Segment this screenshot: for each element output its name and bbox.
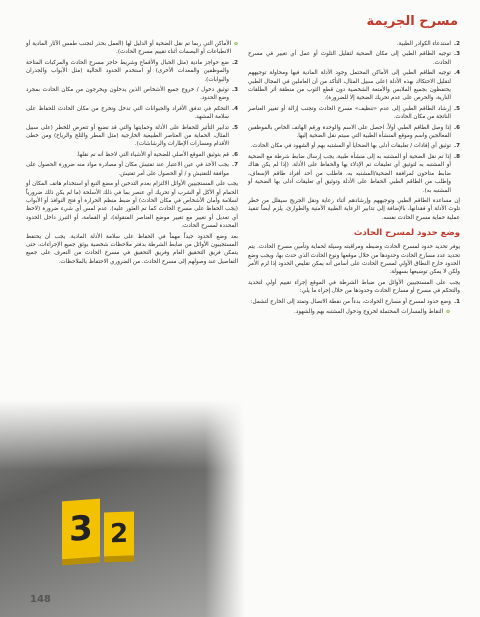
right-column [248, 40, 460, 318]
paragraph: يوفر تحديد حدود لمسرح الحادث وضبطه ومراقبته وسيلة لحماية وتأمين مسرح الحادث. يتم تحديد عدد مسارح الحادث وحدودها من خلال موقعها ونوع الحادث الذي حدث بها، ويجب وضع الحدود خارج النطاق الأولي لمسرح الحادث على أساس أنه يمكن تقليص الحدود إذا لزم الأمر ولكن لا يمكن توسيعها بسهولة. [248, 244, 460, 276]
section-heading: وضع حدود لمسرح الحادث [353, 228, 460, 239]
evidence-marker: 2 [104, 511, 134, 556]
left-column [26, 40, 238, 268]
crime-scene-photo [0, 400, 245, 617]
list-item: 3. توثيق دخول / خروج جميع الأشخاص الذين يدخلون ويخرجون من مكان الحادث بمجرد وضع الحدود. [26, 87, 238, 102]
list-item: 6. إذا وصل الطاقم الطبي أولاً، احصل على الاسم والوحدة ورقم الهاتف الخاص بالموظفين المعالجين واسم وموقع المنشأة الطبية التي سيتم نقل الضحية إليها. [248, 124, 460, 140]
paragraph: يجب على المستجيبين الأوائل من ضباط الشرطة في الموقع إجراء تقييم أولي لتحديد والتحكم في مسرح أو مسارح الحادث وحدودها من خلال إجراء ما يلي: [248, 279, 460, 295]
list-item: 4. التحكم في تدفق الأفراد والحيوانات التي تدخل وتخرج من مكان الحادث للحفاظ على سلامة المشهد. [26, 105, 238, 121]
list-item: 7. توثيق أي إفادات / تعليقات أدلى بها الضحايا أو المشتبه بهم أو الشهود في مكان الحادث. [250, 143, 460, 150]
bullet-icon: o [234, 41, 238, 47]
list-item: 8. إذا تم نقل الضحية أو المشتبه به إلى منشأة طبية، يجب إرسال ضابط شرطة مع الضحية أو المشتبه به لتوثيق أي تعليقات تم الإدلاء بها والحفاظ على الأدلة. (إذا لم يكن هناك ضابط متاحون لمرافقة الضحية/المشتبه به، فاطلب من أحد أفراد طاقم الإسعاف، وإطلب من الطاقم الطبي الحفاظ على الأدلة وتوثيق أي تعليقات أدلى بها الضحية أو المشتبه به). [248, 153, 460, 194]
list-item: o النقاط والمسارات المحتملة لخروج ودخول المشتبه بهم والشهود. [294, 308, 450, 315]
list-item: 5. إرشاد الطاقم الطبي إلى عدم «تنظيف» مسرح الحادث وتجنب إزالة أو تغيير العناصر الناتجة من مكان الحادث. [248, 105, 460, 121]
list-item: 2. ضع حواجز مادية (مثل الحبال والأقماع وشريط حاجز مسرح الحادث والمركبات المتاحة والموظفين والمعدات الأخرى) أو استخدم الحدود الحالية (مثل الأبواب والجدران والبوابات). [26, 59, 238, 83]
list-item: 5. تدابير التأثير للحفاظ على الأدلة وحمايتها والتي قد تضيع أو تتعرض للخطر (على سبيل المثال، الحماية من العناصر الطبيعية الخارجية (مثل المطر والثلج والرياح) ومن خطى الأقدام ومسارات الإطارات والرشاشات). [26, 124, 238, 148]
list-item: 1. وضع حدود لمسرح أو مسارح الحوادث، بدءاً من نقطة الاتصال وتمتد إلى الخارج لتشمل: [250, 298, 460, 305]
paragraph: إن مساعدة الطاقم الطبي وتوجيههم وإرشادهم أثناء رعاية ونقل الجريح سيقلل من خطر تلوث الأدلة أو فقدانها، بالإضافة إلى تدابير الرعاية الطبية الأمنية والطوارئ، يلزم أيضاً تنفيذ عملية حماية مسرح الحادث نفسه. [248, 197, 460, 221]
list-item: 7. يجب الأخذ في عين الاعتبار عند تفتيش مكان أو مصادرة مواد منه ضرورة الحصول على موافقة للتفتيش و / أو الحصول على أمر تفتيش. [26, 162, 238, 177]
list-item: o الأماكن التي ربما تم نقل الضحية أو الدليل لها (العمل بحذر لتجنب طمس الآثار المادية أو الانطباعات أو البصمات أثناء تقييم مسرح الحادث). [26, 41, 238, 56]
page-number: 148 [30, 594, 51, 605]
list-item: 6. قم بتوثيق الموقع الأصلي للضحية أو الأشياء التي لاحظ أنه تم نقلها. [76, 151, 238, 158]
paragraph: بعد وضع الحدود جيداً مهماً في الحفاظ على سلامة الأدلة المادية. يجب أن يحتفظ المستجيبون الأوائل من ضابط الشرطة بدفتر ملاحظات شخصية يوثق جميع الإجراءات، حتى يتمكن فريق التحقيق العام وفريق التحقيق في مسرح الحادث من التعرف على جميع التفاصيل عند وصولهم إلى مسرح الحادث. من الضروري الاحتفاظ بالملاحظات. [26, 233, 238, 265]
list-item: 2. استدعاء الكوادر الطبية. [396, 41, 460, 47]
list-item: 3. توجيه الطاقم الطبي إلى مكان الضحية لتقليل التلوث أو عمل أي تغيير في مسرح الحادث. [248, 51, 460, 66]
evidence-marker: 3 [62, 499, 100, 560]
list-item: 4. توجيه الطاقم الطبي إلى الأماكن المحتمل وجود الأدلة المادية فيها ومحاولة توجيههم لتقليل الاحتكاك بهذه الأدلة (على سبيل المثال، التأكد من أن العاملين في المجال الطبي يحتفظون بجميع الملابس والأمتعة الشخصية دون قطع الثوب من منطقة أثر الطلقات النارية، والحرص على عدم تحريك الضحية إلا للضرورة). [248, 70, 460, 102]
page-title: مسرح الجريمة [366, 14, 458, 29]
numbered-list [248, 40, 460, 195]
paragraph: يجب على المستجيبين الأوائل الالتزام بعدم التدخين أو مضغ التبغ أو استخدام هاتف المكان أو الحمام أو الأكل أو الشرب أو تحريك أي عنصر بما في ذلك الأسلحة (ما لم يكن ذلك ضرورياً لسلامة وأمان الأشخاص في مكان الحادث) أو ضبط منظم الحرارة أو فتح النوافذ أو الأبواب (يجب الحفاظ على مسرح الحادث كما تم العثور عليه). عدم لمس أي شيء ضرورة (لاحظ أي تعديل أو تغيير مع تغيير موضع العناصر المنقولة)، أو القمامة، أو التبرز داخل الحدود المحددة لمسرح الحادث. [26, 181, 238, 230]
